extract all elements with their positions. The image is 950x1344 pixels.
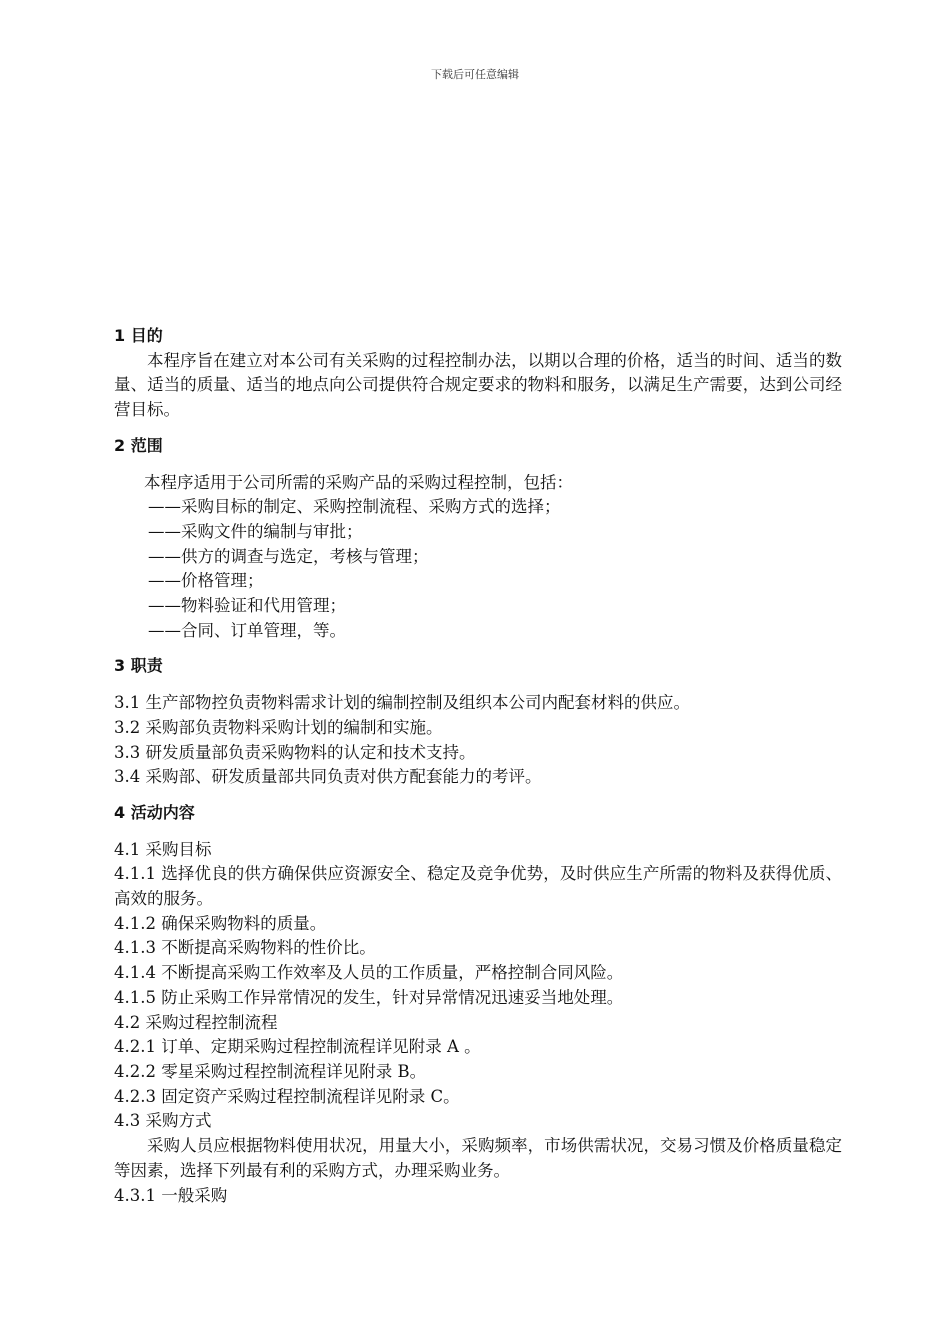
responsibility-item: 3.2 采购部负责物料采购计划的编制和实施。 bbox=[114, 717, 443, 737]
clause-line: 4.1 采购目标 bbox=[114, 839, 212, 859]
clause-line: 4.2.3 固定资产采购过程控制流程详见附录 C。 bbox=[114, 1086, 460, 1106]
section-scope bbox=[114, 434, 842, 644]
clause-line: 4.2.1 订单、定期采购过程控制流程详见附录 A 。 bbox=[114, 1037, 481, 1057]
section-title-activities: 4 活动内容 bbox=[114, 802, 195, 822]
scope-item: ——采购文件的编制与审批； bbox=[148, 521, 363, 541]
responsibility-item: 3.3 研发质量部负责采购物料的认定和技术支持。 bbox=[114, 742, 476, 762]
clause-line: 4.1.5 防止采购工作异常情况的发生，针对异常情况迅速妥当地处理。 bbox=[114, 987, 624, 1007]
section-activities bbox=[114, 801, 842, 1208]
clause-line: 4.3.1 一般采购 bbox=[114, 1185, 228, 1205]
responsibility-item: 3.1 生产部物控负责物料需求计划的编制控制及组织本公司内配套材料的供应。 bbox=[114, 693, 690, 713]
clause-line: 4.1.2 确保采购物料的质量。 bbox=[114, 913, 327, 933]
document-body bbox=[114, 324, 842, 1208]
clause-line: 4.2.2 零星采购过程控制流程详见附录 B。 bbox=[114, 1061, 427, 1081]
clause-line: 4.2 采购过程控制流程 bbox=[114, 1012, 278, 1032]
clause-line: 4.3 采购方式 bbox=[114, 1111, 212, 1131]
page-header-note: 下载后可任意编辑 bbox=[431, 68, 519, 81]
scope-item: ——合同、订单管理，等。 bbox=[148, 620, 346, 640]
scope-item: ——物料验证和代用管理； bbox=[148, 596, 346, 616]
section-title-responsibilities: 3 职责 bbox=[114, 656, 163, 676]
procurement-method-paragraph: 采购人员应根据物料使用状况，用量大小，采购频率，市场供需状况，交易习惯及价格质量稳定等因素，选择下列最有利的采购方式，办理采购业务。 bbox=[114, 1136, 842, 1180]
scope-item: ——采购目标的制定、采购控制流程、采购方式的选择； bbox=[148, 497, 561, 517]
section-title-purpose: 1 目的 bbox=[114, 326, 163, 345]
responsibility-item: 3.4 采购部、研发质量部共同负责对供方配套能力的考评。 bbox=[114, 767, 542, 787]
purpose-paragraph: 本程序旨在建立对本公司有关采购的过程控制办法，以期以合理的价格，适当的时间、适当的数量、适当的质量、适当的地点向公司提供符合规定要求的物料和服务，以满足生产需要，达到公司经营目标。 bbox=[114, 350, 842, 420]
scope-intro: 本程序适用于公司所需的采购产品的采购过程控制，包括： bbox=[144, 472, 573, 492]
section-responsibilities bbox=[114, 654, 842, 790]
section-purpose bbox=[114, 324, 842, 423]
scope-item: ——价格管理； bbox=[148, 571, 264, 591]
scope-item: ——供方的调查与选定，考核与管理； bbox=[148, 546, 429, 566]
clause-line: 4.1.1 选择优良的供方确保供应资源安全、稳定及竞争优势，及时供应生产所需的物料及获得优质、高效的服务。 bbox=[114, 864, 842, 909]
clause-line: 4.1.4 不断提高采购工作效率及人员的工作质量，严格控制合同风险。 bbox=[114, 963, 624, 983]
clause-line: 4.1.3 不断提高采购物料的性价比。 bbox=[114, 938, 376, 958]
section-title-scope: 2 范围 bbox=[114, 435, 163, 455]
